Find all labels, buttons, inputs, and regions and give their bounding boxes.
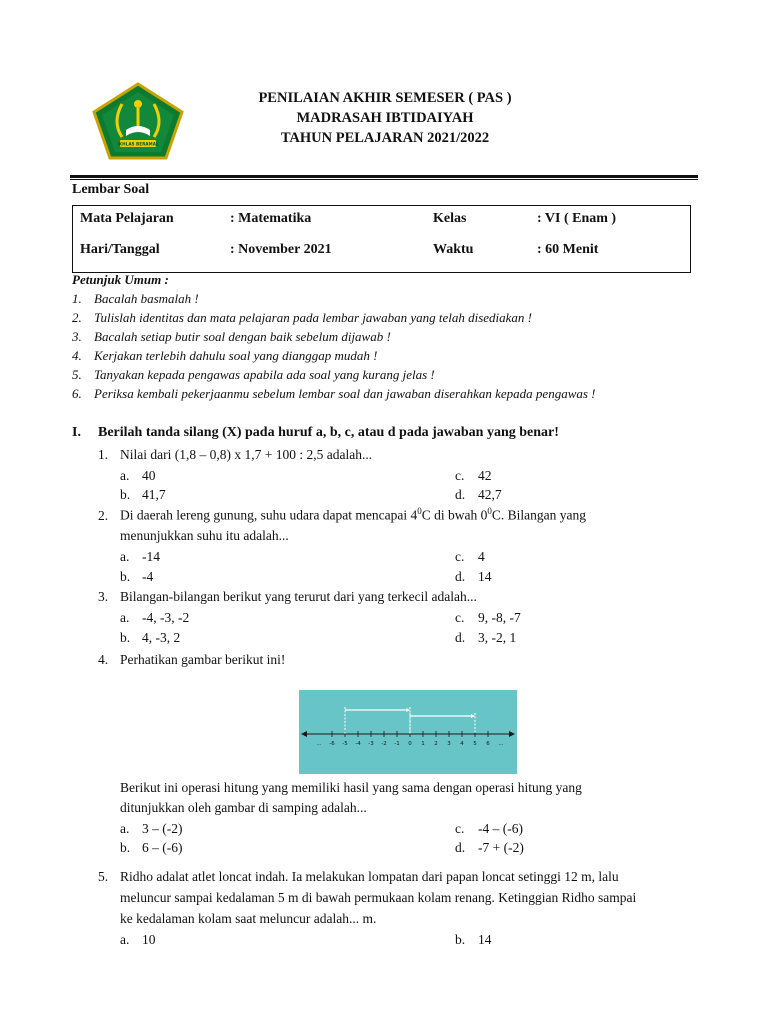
option-value: 6 – (-6) [142, 840, 183, 855]
option-value: 41,7 [142, 487, 166, 502]
question-text-cont: menunjukkan suhu itu adalah... [120, 528, 289, 543]
class-label: Kelas [433, 211, 467, 226]
time-label: Waktu [433, 242, 474, 257]
option-value: 10 [142, 932, 156, 947]
instructions-title: Petunjuk Umum : [72, 272, 169, 287]
question-number: 2. [98, 508, 109, 523]
option-value: 42 [478, 468, 492, 483]
question-text: Ridho adalat atlet loncat indah. Ia melakukan lompatan dari papan loncat setinggi 12 m, lalu [120, 869, 619, 884]
question-number: 5. [98, 869, 109, 884]
question-text-cont: ditunjukkan oleh gambar di samping adalah... [120, 800, 367, 815]
class-value: : VI ( Enam ) [537, 211, 617, 226]
number-line-label: 1 [421, 741, 425, 747]
option-value: -7 + (-2) [478, 840, 524, 855]
number-line-label: 2 [434, 741, 438, 747]
option-value: -14 [142, 549, 160, 564]
number-line-label: 3 [447, 741, 451, 747]
number-line-label: -4 [355, 741, 361, 747]
number-line-arrow-2 [410, 713, 475, 734]
question-text-cont: meluncur sampai kedalaman 5 m di bawah permukaan kolam renang. Ketinggian Ridho sampai [120, 890, 637, 905]
number-line-figure [299, 690, 517, 774]
question-text-cont: ke kedalaman kolam saat meluncur adalah... m. [120, 911, 377, 926]
instruction-number: 3. [72, 329, 82, 344]
option-letter: d. [455, 630, 466, 645]
instruction-number: 4. [72, 348, 82, 363]
header-divider-thick [70, 175, 698, 178]
option-value: 9, -8, -7 [478, 610, 521, 625]
option-value: 42,7 [478, 487, 502, 502]
instruction-number: 1. [72, 291, 82, 306]
option-value: 3 – (-2) [142, 821, 183, 836]
date-value: : November 2021 [230, 242, 332, 257]
number-line-label: 0 [408, 741, 412, 747]
academic-year: TAHUN PELAJARAN 2021/2022 [280, 130, 490, 146]
school-name: MADRASAH IBTIDAIYAH [296, 110, 474, 126]
date-label: Hari/Tanggal [80, 242, 160, 257]
number-line-label: ... [498, 741, 504, 747]
instruction-item: Bacalah basmalah ! [94, 291, 199, 306]
question-number: 3. [98, 589, 109, 604]
number-line-label: -1 [394, 741, 400, 747]
option-letter: b. [120, 487, 131, 502]
question-text: Nilai dari (1,8 – 0,8) x 1,7 + 100 : 2,5 adalah... [120, 447, 373, 462]
question-number: 1. [98, 447, 109, 462]
option-value: 4, -3, 2 [142, 630, 181, 645]
number-line-label: -6 [329, 741, 335, 747]
option-value: -4, -3, -2 [142, 610, 190, 625]
option-letter: a. [120, 821, 130, 836]
question-text: Di daerah lereng gunung, suhu udara dapat mencapai $4^0C$ di bwah $0^0C$. Bilangan yang [120, 506, 587, 523]
exam-title: PENILAIAN AKHIR SEMESER ( PAS ) [258, 90, 512, 106]
time-value: : 60 Menit [537, 242, 599, 257]
madrasah-logo [92, 82, 184, 160]
number-line-label: -5 [342, 741, 348, 747]
number-line-svg [299, 690, 517, 774]
number-line-arrow-1 [345, 707, 410, 734]
instruction-item: Tulislah identitas dan mata pelajaran pada lembar jawaban yang telah disediakan ! [94, 310, 533, 325]
option-letter: d. [455, 840, 466, 855]
number-line-label: ... [316, 741, 322, 747]
option-letter: a. [120, 468, 130, 483]
option-letter: b. [455, 932, 466, 947]
option-letter: a. [120, 932, 130, 947]
option-letter: b. [120, 840, 131, 855]
option-value: -4 [142, 569, 154, 584]
option-letter: b. [120, 569, 131, 584]
subject-value: : Matematika [230, 211, 312, 226]
instruction-item: Bacalah setiap butir soal dengan baik sebelum dijawab ! [94, 329, 391, 344]
section-number: I. [72, 425, 81, 440]
question-number: 4. [98, 652, 109, 667]
option-value: 14 [478, 932, 492, 947]
option-value: 4 [478, 549, 485, 564]
subject-label: Mata Pelajaran [80, 211, 174, 226]
instruction-item: Periksa kembali pekerjaanmu sebelum lembar soal dan jawaban diserahkan kepada pengawas ! [94, 386, 596, 401]
question-text-cont: Berikut ini operasi hitung yang memiliki hasil yang sama dengan operasi hitung yang [120, 780, 582, 795]
option-letter: d. [455, 569, 466, 584]
section-instruction: Berilah tanda silang (X) pada huruf a, b, c, atau d pada jawaban yang benar! [98, 425, 559, 440]
option-letter: c. [455, 549, 465, 564]
question-text: Perhatikan gambar berikut ini! [120, 652, 286, 667]
number-line-label: 5 [473, 741, 477, 747]
svg-text:IKHLAS BERAMAL: IKHLAS BERAMAL [117, 141, 159, 147]
instruction-number: 6. [72, 386, 82, 401]
option-letter: d. [455, 487, 466, 502]
option-value: 14 [478, 569, 492, 584]
option-letter: a. [120, 610, 130, 625]
option-letter: c. [455, 468, 465, 483]
instruction-number: 5. [72, 367, 82, 382]
option-letter: a. [120, 549, 130, 564]
option-letter: b. [120, 630, 131, 645]
option-value: 3, -2, 1 [478, 630, 517, 645]
option-letter: c. [455, 610, 465, 625]
instruction-item: Tanyakan kepada pengawas apabila ada soal yang kurang jelas ! [94, 367, 435, 382]
instruction-item: Kerjakan terlebih dahulu soal yang dianggap mudah ! [94, 348, 378, 363]
number-line-label: 6 [486, 741, 490, 747]
number-line-label: 4 [460, 741, 464, 747]
question-text: Bilangan-bilangan berikut yang terurut dari yang terkecil adalah... [120, 589, 477, 604]
header-divider-thin [70, 179, 698, 180]
option-value: -4 – (-6) [478, 821, 523, 836]
instruction-number: 2. [72, 310, 82, 325]
number-line-label: -2 [381, 741, 387, 747]
number-line-left-arrowhead [301, 731, 307, 737]
option-value: 40 [142, 468, 156, 483]
sheet-title: Lembar Soal [72, 182, 150, 197]
option-letter: c. [455, 821, 465, 836]
number-line-label: -3 [368, 741, 374, 747]
number-line-right-arrowhead [509, 731, 515, 737]
